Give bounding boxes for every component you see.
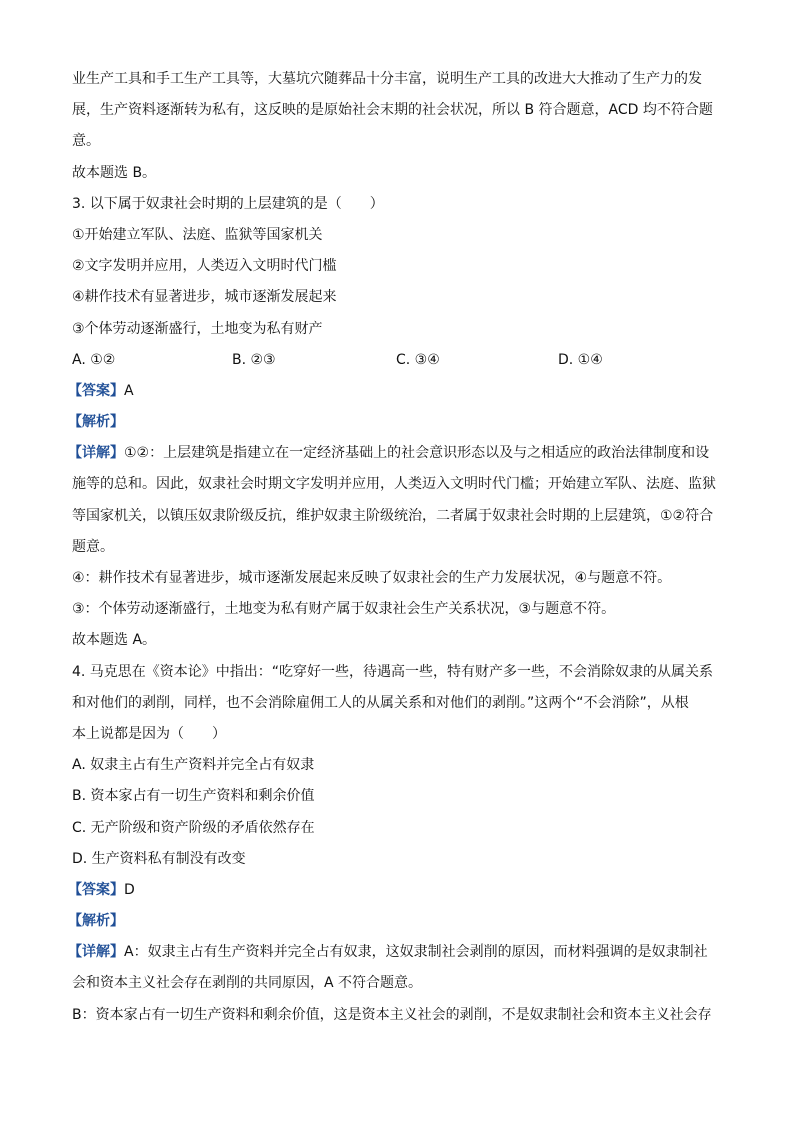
detail-line: 施等的总和。因此，奴隶社会时期文字发明并应用，人类迈入文明时代门槛；开始建立军队、法庭、监狱 (72, 476, 716, 493)
option-d: D. ①④ (558, 351, 603, 368)
detail-tag: 【详解】 (68, 445, 124, 462)
question-3-detail-first (68, 438, 722, 469)
detail-line: ④：耕作技术有显著进步，城市逐渐发展起来反映了奴隶社会的生产力发展状况，④与题意不符。 (72, 570, 672, 586)
q4-option-c: C. 无产阶级和资产阶级的矛盾依然存在 (72, 819, 315, 836)
detail-line: ③：个体劳动逐渐盛行，土地变为私有财产属于奴隶社会生产关系状况，③与题意不符。 (72, 601, 616, 618)
question-4-detail-first (68, 937, 722, 968)
detail-line: 题意。 (72, 538, 114, 555)
detail-line: 等国家机关，以镇压奴隶阶级反抗，维护奴隶主阶级统治，二者属于奴隶社会时期的上层建筑，①②符合 (72, 507, 714, 524)
statement-1: ①开始建立军队、法庭、监狱等国家机关 (72, 226, 323, 243)
question-4-answer (68, 875, 722, 906)
detail-text: ①②：上层建筑是指建立在一定经济基础上的社会意识形态以及与之相适应的政治法律制度和设 (124, 445, 710, 462)
question-4-stem: 4. 马克思在《资本论》中指出：“吃穿好一些，待遇高一些，特有财产多一些，不会消除奴隶的从属关系 (72, 663, 714, 680)
option-c: C. ③④ (396, 351, 440, 368)
statement-3: ③个体劳动逐渐盛行，土地变为私有财产 (72, 320, 323, 337)
document-page (68, 64, 722, 1031)
detail-text: A：奴隶主占有生产资料并完全占有奴隶，这奴隶制社会剥削的原因，而材料强调的是奴隶制社 (124, 944, 708, 961)
question-3-stem: 3. 以下属于奴隶社会时期的上层建筑的是（ ） (72, 195, 384, 212)
question-4-stem: 本上说都是因为（ ） (72, 725, 226, 742)
analysis-tag: 【解析】 (68, 414, 124, 431)
option-b: B. ②③ (232, 351, 276, 368)
analysis-tag: 【解析】 (68, 913, 124, 930)
question-4-analysis-heading (68, 906, 722, 937)
answer-value: D (124, 881, 135, 898)
q4-option-b: B. 资本家占有一切生产资料和剩余价值 (72, 788, 315, 805)
q4-option-d: D. 生产资料私有制没有改变 (72, 850, 246, 867)
text-line: 展，生产资料逐渐转为私有，这反映的是原始社会末期的社会状况，所以 B 符合题意，ACD 均不符合题 (72, 102, 713, 119)
statement-4: ④耕作技术有显著进步，城市逐渐发展起来 (72, 289, 337, 306)
answer-tag: 【答案】 (68, 382, 124, 399)
answer-value: A (124, 382, 134, 399)
question-3-options (72, 345, 722, 376)
question-4-stem: 和对他们的剥削，同样，也不会消除雇佣工人的从属关系和对他们的剥削。”这两个“不会消除”，从根 (72, 694, 689, 711)
option-a: A. ①② (72, 351, 116, 368)
question-3-answer (68, 376, 722, 407)
detail-line: B：资本家占有一切生产资料和剩余价值，这是资本主义社会的剥削，不是奴隶制社会和资本主义社会存 (72, 1006, 712, 1023)
answer-tag: 【答案】 (68, 881, 124, 898)
text-line: 意。 (72, 133, 100, 150)
statement-2: ②文字发明并应用，人类迈入文明时代门槛 (72, 258, 337, 275)
detail-line: 故本题选 A。 (72, 632, 157, 649)
q4-option-a: A. 奴隶主占有生产资料并完全占有奴隶 (72, 757, 315, 774)
detail-tag: 【详解】 (68, 944, 124, 961)
text-line: 业生产工具和手工生产工具等，大墓坑穴随葬品十分丰富，说明生产工具的改进大大推动了生产力的发 (72, 71, 702, 87)
question-3-analysis-heading (68, 407, 722, 438)
text-line: 故本题选 B。 (72, 164, 157, 181)
detail-line: 会和资本主义社会存在剥削的共同原因，A 不符合题意。 (72, 975, 423, 992)
